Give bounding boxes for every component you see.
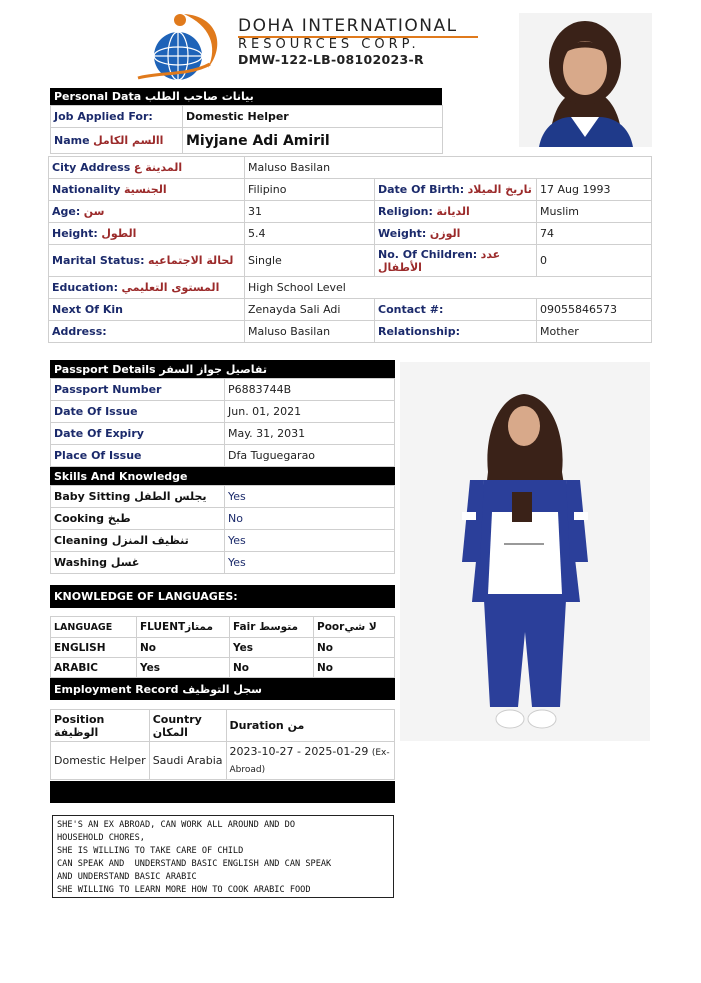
skill-label: Washing xyxy=(54,556,108,569)
marital-value: Single xyxy=(245,245,375,277)
skill-label-ar: طبخ xyxy=(107,512,131,525)
education-value: High School Level xyxy=(245,277,652,299)
skill-row xyxy=(51,508,395,530)
skill-label-ar: غسل xyxy=(110,556,140,569)
relationship-value: Mother xyxy=(537,321,652,343)
employment-table xyxy=(50,709,395,780)
age-value: 31 xyxy=(245,201,375,223)
weight-value: 74 xyxy=(537,223,652,245)
blank-black-bar xyxy=(50,781,395,803)
education-label: Education: xyxy=(52,281,118,294)
relationship-label: Relationship: xyxy=(375,321,537,343)
address-label: Address: xyxy=(49,321,245,343)
religion-value: Muslim xyxy=(537,201,652,223)
language-poor: No xyxy=(314,638,395,658)
expiry-date-label: Date Of Expiry xyxy=(51,423,225,445)
emp-col-country: Country xyxy=(152,712,202,726)
emp-col-position-cell xyxy=(51,710,150,742)
weight-label-ar: الوزن xyxy=(429,227,461,240)
city-label-cell xyxy=(49,157,245,179)
languages-header-row xyxy=(51,617,395,638)
children-label: No. Of Children: xyxy=(378,247,478,261)
remarks-box: SHE'S AN EX ABROAD, CAN WORK ALL AROUND AND DO HOUSEHOLD CHORES, SHE IS WILLING TO TAKE CARE OF CHILD CAN SPEAK AND UNDERSTAND BASIC ENGLISH AND CAN SPEAK AND UNDERSTAND BASIC ARABIC SHE WILLING TO LEARN MORE HOW TO COOK ARABIC FOOD xyxy=(52,815,394,898)
emp-duration-note: (Ex- xyxy=(371,747,390,758)
personal-data-header: Personal Data بيانات صاحب الطلب xyxy=(50,88,442,105)
skill-value: No xyxy=(225,508,395,530)
lang-col-language: LANGUAGE xyxy=(51,617,137,638)
language-poor: No xyxy=(314,658,395,678)
weight-label: Weight: xyxy=(378,227,427,240)
dob-label-ar: تاريخ الميلاد xyxy=(467,183,532,196)
religion-label-ar: الديانة xyxy=(436,205,470,218)
job-label: Job Applied For: xyxy=(51,106,183,128)
city-label: City Address xyxy=(52,161,131,174)
skill-label: Baby Sitting xyxy=(54,490,131,503)
kin-value: Zenayda Sali Adi xyxy=(245,299,375,321)
language-row xyxy=(51,638,395,658)
language-fluent: No xyxy=(137,638,230,658)
city-label-ar: المدينة ع xyxy=(133,161,183,174)
lang-col-fluent: FLUENTممتاز xyxy=(137,617,230,638)
children-label-ar2: الأطفال xyxy=(378,260,422,274)
marital-label-ar: لحالة الاجتماعيه xyxy=(148,254,234,267)
skill-row xyxy=(51,486,395,508)
company-license-code: DMW-122-LB-08102023-R xyxy=(238,52,424,67)
education-label-cell xyxy=(49,277,245,299)
nationality-label: Nationality xyxy=(52,183,121,196)
language-fair: No xyxy=(230,658,314,678)
skill-label-cell xyxy=(51,508,225,530)
education-label-ar: المستوى التعليمي xyxy=(121,281,220,294)
skill-label-cell xyxy=(51,552,225,574)
age-label: Age: xyxy=(52,205,81,218)
language-fluent: Yes xyxy=(137,658,230,678)
lang-col-poor: Poorلا شي xyxy=(314,617,395,638)
skills-header: Skills And Knowledge xyxy=(50,467,395,485)
emp-col-position: Position xyxy=(54,712,105,726)
emp-col-country-ar: المكان xyxy=(152,725,188,739)
address-value: Maluso Basilan xyxy=(245,321,375,343)
skill-label-cell xyxy=(51,530,225,552)
issue-place-value: Dfa Tuguegarao xyxy=(225,445,395,467)
languages-header: KNOWLEDGE OF LANGUAGES: xyxy=(50,585,395,608)
skill-row xyxy=(51,530,395,552)
language-name: ARABIC xyxy=(51,658,137,678)
contact-label: Contact #: xyxy=(375,299,537,321)
company-logo xyxy=(128,6,238,86)
children-label-ar: عدد xyxy=(480,247,501,261)
emp-country: Saudi Arabia xyxy=(149,742,226,780)
nationality-label-cell xyxy=(49,179,245,201)
dob-value: 17 Aug 1993 xyxy=(537,179,652,201)
religion-label-cell xyxy=(375,201,537,223)
height-label: Height: xyxy=(52,227,98,240)
emp-duration-cell xyxy=(226,742,394,780)
emp-duration-note2: Abroad) xyxy=(229,764,266,775)
skill-value: Yes xyxy=(225,486,395,508)
weight-label-cell xyxy=(375,223,537,245)
height-label-cell xyxy=(49,223,245,245)
nationality-value: Filipino xyxy=(245,179,375,201)
skills-table xyxy=(50,485,395,574)
expiry-date-value: May. 31, 2031 xyxy=(225,423,395,445)
dob-label-cell xyxy=(375,179,537,201)
lang-col-fair: Fair متوسط xyxy=(230,617,314,638)
name-label: Name xyxy=(54,134,90,147)
employment-header: Employment Record سجل التوظيف xyxy=(50,678,395,700)
marital-label: Marital Status: xyxy=(52,254,145,267)
emp-duration: 2023-10-27 - 2025-01-29 xyxy=(229,744,369,758)
kin-label: Next Of Kin xyxy=(49,299,245,321)
height-value: 5.4 xyxy=(245,223,375,245)
passport-table xyxy=(50,378,395,467)
issue-date-label: Date Of Issue xyxy=(51,401,225,423)
skill-value: Yes xyxy=(225,552,395,574)
nationality-label-ar: الجنسية xyxy=(123,183,167,196)
company-name-line1: DOHA INTERNATIONAL xyxy=(238,16,458,36)
applicant-headshot xyxy=(519,13,652,147)
employment-row xyxy=(51,742,395,780)
name-value: Miyjane Adi Amiril xyxy=(183,128,443,154)
skill-label-ar: تنظيف المنزل xyxy=(111,534,189,547)
age-label-ar: سن xyxy=(83,205,105,218)
skill-label-ar: يجلس الطفل xyxy=(134,490,207,503)
marital-label-cell xyxy=(49,245,245,277)
city-value: Maluso Basilan xyxy=(245,157,652,179)
company-name-line2: RESOURCES CORP. xyxy=(238,37,420,52)
language-row xyxy=(51,658,395,678)
details-table xyxy=(48,156,652,343)
job-value: Domestic Helper xyxy=(183,106,443,128)
passport-number-label: Passport Number xyxy=(51,379,225,401)
languages-table xyxy=(50,616,395,678)
skill-label: Cleaning xyxy=(54,534,109,547)
issue-date-value: Jun. 01, 2021 xyxy=(225,401,395,423)
emp-position: Domestic Helper xyxy=(51,742,150,780)
contact-value: 09055846573 xyxy=(537,299,652,321)
language-name: ENGLISH xyxy=(51,638,137,658)
dob-label: Date Of Birth: xyxy=(378,183,465,196)
passport-header: Passport Details تفاصيل جواز السفر xyxy=(50,360,395,378)
name-label-ar: االسم الكامل xyxy=(93,134,164,147)
children-value: 0 xyxy=(537,245,652,277)
skill-value: Yes xyxy=(225,530,395,552)
children-label-cell xyxy=(375,245,537,277)
height-label-ar: الطول xyxy=(101,227,137,240)
emp-col-position-ar: الوظيفة xyxy=(54,725,99,739)
personal-summary-table xyxy=(50,105,443,154)
applicant-full-body-photo xyxy=(400,362,650,741)
age-label-cell xyxy=(49,201,245,223)
skill-label: Cooking xyxy=(54,512,104,525)
emp-col-duration: Duration من xyxy=(226,710,394,742)
name-label-cell xyxy=(51,128,183,154)
skill-label-cell xyxy=(51,486,225,508)
emp-col-country-cell xyxy=(149,710,226,742)
passport-number-value: P6883744B xyxy=(225,379,395,401)
skill-row xyxy=(51,552,395,574)
issue-place-label: Place Of Issue xyxy=(51,445,225,467)
language-fair: Yes xyxy=(230,638,314,658)
religion-label: Religion: xyxy=(378,205,433,218)
